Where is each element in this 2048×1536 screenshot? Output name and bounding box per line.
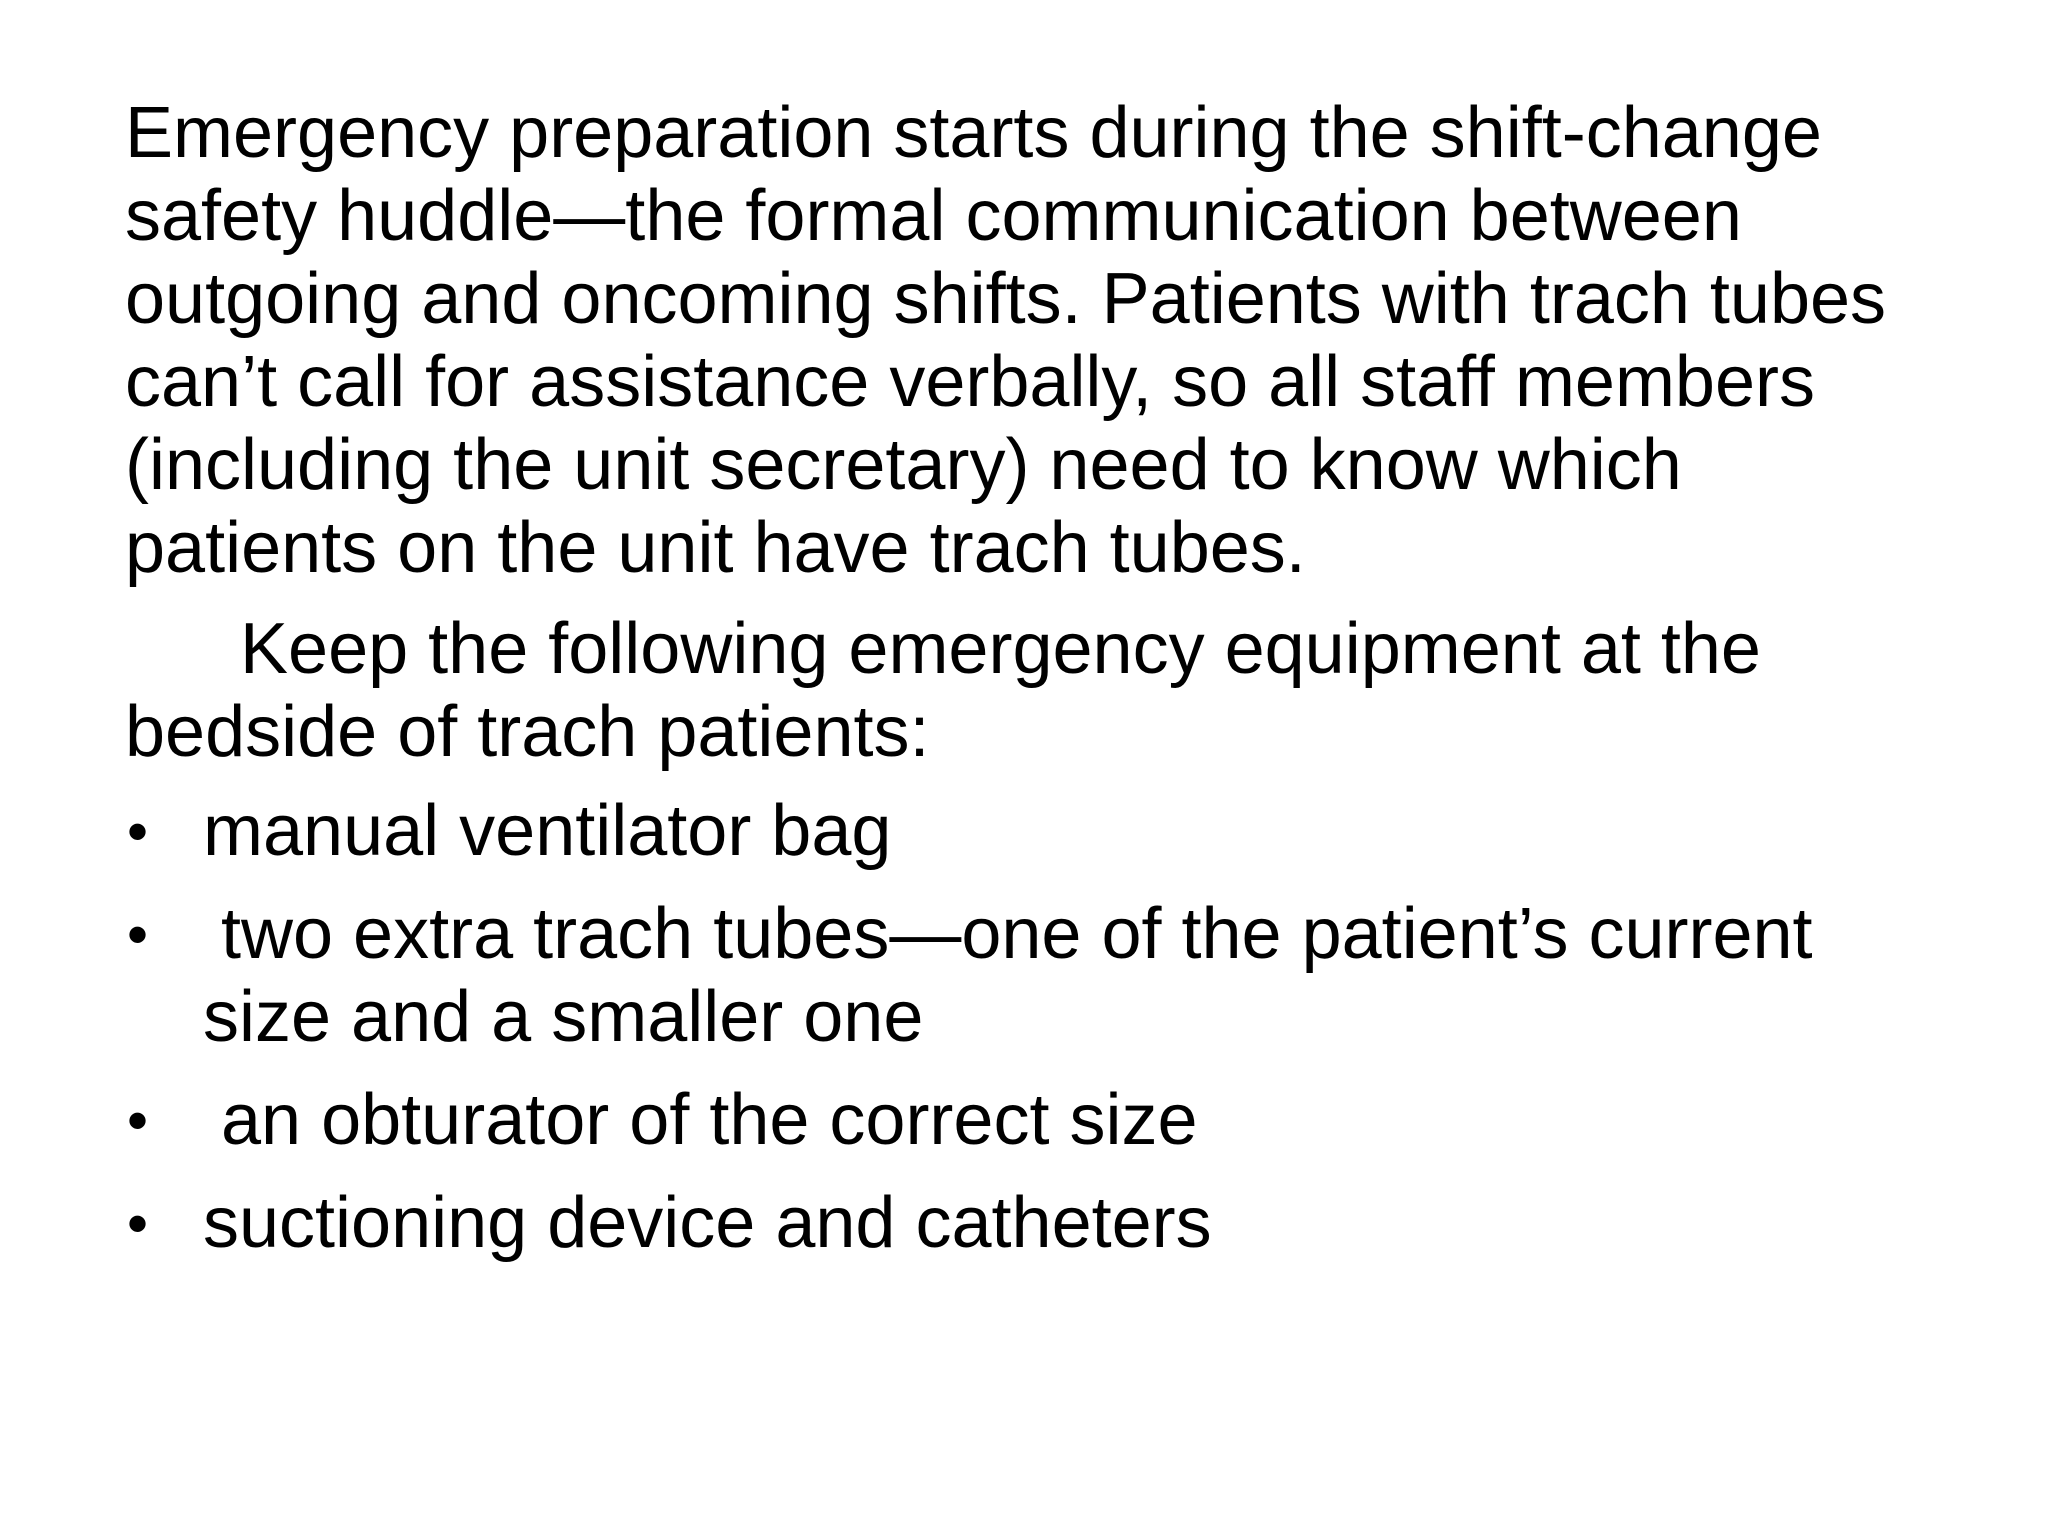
equipment-intro-paragraph: Keep the following emergency equipment at the bedside of trach patients: <box>125 609 1761 772</box>
list-item <box>125 790 1903 873</box>
list-item-text: manual ventilator bag <box>203 791 892 871</box>
list-item-text: an obturator of the correct size <box>221 1080 1198 1160</box>
list-item <box>125 1182 1903 1265</box>
intro-paragraph: Emergency preparation starts during the shift-change safety huddle—the formal communication between outgoing and oncoming shifts. Patients with trach tubes can’t call for assistance verbally, so all staff members (including the unit secretary) need to know which patients on the unit have trach tubes. <box>125 93 1887 588</box>
list-item-text: two extra trach tubes—one of the patient’s current size and a smaller one <box>203 894 1813 1057</box>
slide-body <box>125 92 1945 1285</box>
list-item <box>125 1079 1903 1162</box>
bullet-icon: • <box>127 1190 149 1257</box>
list-item-text: suctioning device and catheters <box>203 1183 1212 1263</box>
bullet-icon: • <box>127 1087 149 1154</box>
list-item <box>125 893 1903 1059</box>
bullet-icon: • <box>127 798 149 865</box>
equipment-list <box>125 790 1945 1265</box>
bullet-icon: • <box>127 901 149 968</box>
